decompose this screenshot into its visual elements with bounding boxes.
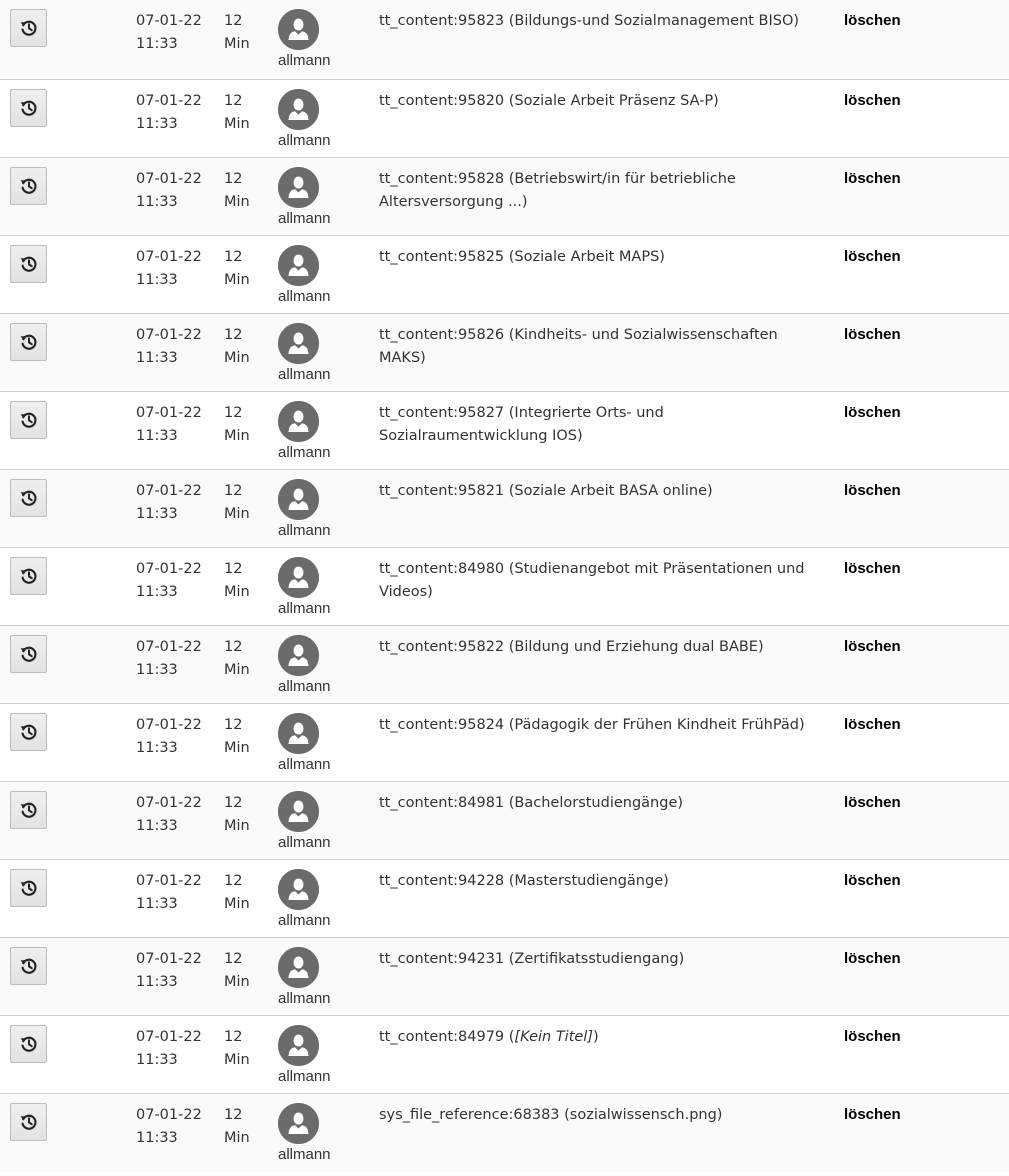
history-icon xyxy=(19,254,39,274)
date-text: 07-01-22 xyxy=(136,795,202,811)
username: allmann xyxy=(278,1146,331,1163)
time-text: 11:33 xyxy=(136,895,178,912)
history-row xyxy=(0,626,1009,704)
user-avatar-icon xyxy=(278,791,319,832)
age-cell xyxy=(224,558,268,603)
time-text: 11:33 xyxy=(136,817,178,834)
record-cell xyxy=(379,948,829,971)
age-cell xyxy=(224,402,268,447)
record-text: tt_content:84981 (Bachelorstudiengänge) xyxy=(379,795,684,811)
record-text: tt_content:95827 (Integrierte Orts- und Sozialraumentwicklung IOS) xyxy=(379,405,664,444)
age-unit: Min xyxy=(224,973,250,990)
history-icon xyxy=(19,18,39,38)
date-text: 07-01-22 xyxy=(136,13,202,29)
date-cell xyxy=(136,402,216,447)
date-text: 07-01-22 xyxy=(136,327,202,343)
age-cell xyxy=(224,480,268,525)
age-unit: Min xyxy=(224,583,250,600)
delete-link[interactable]: löschen xyxy=(844,12,901,29)
delete-link[interactable]: löschen xyxy=(844,482,901,499)
age-unit: Min xyxy=(224,193,250,210)
history-row xyxy=(0,314,1009,392)
record-text: tt_content:95822 (Bildung und Erziehung dual BABE) xyxy=(379,639,764,655)
history-icon xyxy=(19,800,39,820)
date-text: 07-01-22 xyxy=(136,483,202,499)
age-cell xyxy=(224,10,268,55)
user-avatar-icon xyxy=(278,479,319,520)
restore-button[interactable] xyxy=(10,401,47,439)
history-row xyxy=(0,0,1009,80)
record-text: tt_content:95820 (Soziale Arbeit Präsenz SA-P) xyxy=(379,93,719,109)
record-text: tt_content:95821 (Soziale Arbeit BASA online) xyxy=(379,483,713,499)
history-icon xyxy=(19,644,39,664)
age-cell xyxy=(224,636,268,681)
username: allmann xyxy=(278,288,331,305)
date-cell xyxy=(136,714,216,759)
record-text: tt_content:95825 (Soziale Arbeit MAPS) xyxy=(379,249,665,265)
time-text: 11:33 xyxy=(136,193,178,210)
user-avatar-icon xyxy=(278,89,319,130)
time-text: 11:33 xyxy=(136,427,178,444)
user-avatar-icon xyxy=(278,401,319,442)
record-prefix: tt_content:84979 ( xyxy=(379,1029,515,1045)
restore-button[interactable] xyxy=(10,869,47,907)
date-cell xyxy=(136,168,216,213)
history-icon xyxy=(19,332,39,352)
record-text: tt_content:94228 (Masterstudiengänge) xyxy=(379,873,669,889)
age-cell xyxy=(224,792,268,837)
user-cell xyxy=(278,245,358,307)
time-text: 11:33 xyxy=(136,973,178,990)
date-text: 07-01-22 xyxy=(136,639,202,655)
user-avatar-icon xyxy=(278,245,319,286)
age-unit: Min xyxy=(224,115,250,132)
user-cell xyxy=(278,1025,358,1087)
record-cell xyxy=(379,480,829,503)
delete-link[interactable]: löschen xyxy=(844,248,901,265)
username: allmann xyxy=(278,678,331,695)
record-cell xyxy=(379,246,829,269)
date-text: 07-01-22 xyxy=(136,561,202,577)
history-icon xyxy=(19,566,39,586)
date-text: 07-01-22 xyxy=(136,951,202,967)
history-row xyxy=(0,938,1009,1016)
username: allmann xyxy=(278,52,331,69)
user-cell xyxy=(278,947,358,1009)
record-cell xyxy=(379,90,829,113)
date-cell xyxy=(136,792,216,837)
username: allmann xyxy=(278,600,331,617)
user-cell xyxy=(278,791,358,853)
user-cell xyxy=(278,1103,358,1165)
record-cell xyxy=(379,324,829,369)
date-cell xyxy=(136,558,216,603)
record-title-empty: [Kein Titel] xyxy=(514,1029,593,1045)
age-unit: Min xyxy=(224,661,250,678)
date-text: 07-01-22 xyxy=(136,249,202,265)
record-cell xyxy=(379,870,829,893)
history-icon xyxy=(19,1034,39,1054)
username: allmann xyxy=(278,522,331,539)
age-cell xyxy=(224,714,268,759)
history-row xyxy=(0,80,1009,158)
username: allmann xyxy=(278,990,331,1007)
history-icon xyxy=(19,722,39,742)
username: allmann xyxy=(278,132,331,149)
record-suffix: ) xyxy=(593,1029,599,1045)
username: allmann xyxy=(278,366,331,383)
record-cell xyxy=(379,1104,829,1127)
history-icon xyxy=(19,956,39,976)
age-number: 12 xyxy=(224,873,243,889)
username: allmann xyxy=(278,912,331,929)
age-cell xyxy=(224,1104,268,1149)
restore-button[interactable] xyxy=(10,323,47,361)
date-cell xyxy=(136,870,216,915)
delete-link[interactable]: löschen xyxy=(844,404,901,421)
age-unit: Min xyxy=(224,35,250,52)
age-number: 12 xyxy=(224,951,243,967)
date-text: 07-01-22 xyxy=(136,717,202,733)
restore-button[interactable] xyxy=(10,167,47,205)
age-number: 12 xyxy=(224,327,243,343)
username: allmann xyxy=(278,444,331,461)
user-avatar-icon xyxy=(278,167,319,208)
record-cell xyxy=(379,10,829,33)
restore-button[interactable] xyxy=(10,791,47,829)
restore-button[interactable] xyxy=(10,1103,47,1141)
user-avatar-icon xyxy=(278,9,319,50)
record-text: tt_content:95823 (Bildungs-und Sozialmanagement BISO) xyxy=(379,13,800,29)
time-text: 11:33 xyxy=(136,583,178,600)
date-cell xyxy=(136,246,216,291)
record-cell xyxy=(379,714,829,737)
date-cell xyxy=(136,948,216,993)
record-text: tt_content:84980 (Studienangebot mit Präsentationen und Videos) xyxy=(379,561,805,600)
user-cell xyxy=(278,557,358,619)
username: allmann xyxy=(278,210,331,227)
user-avatar-icon xyxy=(278,1103,319,1144)
history-icon xyxy=(19,488,39,508)
history-icon xyxy=(19,1112,39,1132)
history-row xyxy=(0,392,1009,470)
user-avatar-icon xyxy=(278,557,319,598)
age-number: 12 xyxy=(224,171,243,187)
history-row xyxy=(0,704,1009,782)
date-text: 07-01-22 xyxy=(136,873,202,889)
history-icon xyxy=(19,98,39,118)
username: allmann xyxy=(278,834,331,851)
age-number: 12 xyxy=(224,13,243,29)
record-cell xyxy=(379,1026,829,1049)
time-text: 11:33 xyxy=(136,739,178,756)
restore-button[interactable] xyxy=(10,557,47,595)
delete-link[interactable]: löschen xyxy=(844,1106,901,1123)
restore-button[interactable] xyxy=(10,9,47,47)
age-number: 12 xyxy=(224,93,243,109)
user-cell xyxy=(278,401,358,463)
time-text: 11:33 xyxy=(136,271,178,288)
restore-button[interactable] xyxy=(10,947,47,985)
age-number: 12 xyxy=(224,1107,243,1123)
age-unit: Min xyxy=(224,271,250,288)
age-number: 12 xyxy=(224,561,243,577)
history-row xyxy=(0,782,1009,860)
date-cell xyxy=(136,10,216,55)
restore-button[interactable] xyxy=(10,1025,47,1063)
age-unit: Min xyxy=(224,427,250,444)
record-cell xyxy=(379,636,829,659)
history-row xyxy=(0,860,1009,938)
delete-link[interactable]: löschen xyxy=(844,326,901,343)
record-text: tt_content:95824 (Pädagogik der Frühen Kindheit FrühPäd) xyxy=(379,717,805,733)
delete-link[interactable]: löschen xyxy=(844,1028,901,1045)
age-unit: Min xyxy=(224,349,250,366)
age-number: 12 xyxy=(224,639,243,655)
user-cell xyxy=(278,323,358,385)
age-cell xyxy=(224,1026,268,1071)
age-cell xyxy=(224,90,268,135)
delete-link[interactable]: löschen xyxy=(844,92,901,109)
delete-link[interactable]: löschen xyxy=(844,638,901,655)
record-text: tt_content:95828 (Betriebswirt/in für betriebliche Altersversorgung ...) xyxy=(379,171,736,210)
date-text: 07-01-22 xyxy=(136,1107,202,1123)
history-icon xyxy=(19,176,39,196)
age-cell xyxy=(224,870,268,915)
date-cell xyxy=(136,480,216,525)
time-text: 11:33 xyxy=(136,1051,178,1068)
delete-link[interactable]: löschen xyxy=(844,716,901,733)
username: allmann xyxy=(278,1068,331,1085)
history-icon xyxy=(19,878,39,898)
age-unit: Min xyxy=(224,895,250,912)
age-unit: Min xyxy=(224,1129,250,1146)
restore-button[interactable] xyxy=(10,635,47,673)
time-text: 11:33 xyxy=(136,35,178,52)
time-text: 11:33 xyxy=(136,505,178,522)
record-text: sys_file_reference:68383 (sozialwissensch.png) xyxy=(379,1107,723,1123)
age-unit: Min xyxy=(224,739,250,756)
date-cell xyxy=(136,324,216,369)
history-row xyxy=(0,158,1009,236)
user-cell xyxy=(278,869,358,931)
user-avatar-icon xyxy=(278,869,319,910)
user-cell xyxy=(278,89,358,151)
username: allmann xyxy=(278,756,331,773)
age-cell xyxy=(224,246,268,291)
date-cell xyxy=(136,90,216,135)
delete-link[interactable]: löschen xyxy=(844,170,901,187)
user-avatar-icon xyxy=(278,323,319,364)
history-row xyxy=(0,1016,1009,1094)
delete-link[interactable]: löschen xyxy=(844,950,901,967)
restore-button[interactable] xyxy=(10,479,47,517)
user-avatar-icon xyxy=(278,635,319,676)
time-text: 11:33 xyxy=(136,1129,178,1146)
record-text: tt_content:94231 (Zertifikatsstudiengang) xyxy=(379,951,685,967)
age-number: 12 xyxy=(224,1029,243,1045)
user-cell xyxy=(278,167,358,229)
record-cell xyxy=(379,558,829,603)
age-number: 12 xyxy=(224,405,243,421)
age-unit: Min xyxy=(224,817,250,834)
date-text: 07-01-22 xyxy=(136,1029,202,1045)
date-cell xyxy=(136,1026,216,1071)
history-row xyxy=(0,470,1009,548)
age-number: 12 xyxy=(224,249,243,265)
delete-link[interactable]: löschen xyxy=(844,560,901,577)
history-row xyxy=(0,236,1009,314)
time-text: 11:33 xyxy=(136,115,178,132)
date-cell xyxy=(136,636,216,681)
date-cell xyxy=(136,1104,216,1149)
date-text: 07-01-22 xyxy=(136,405,202,421)
user-cell xyxy=(278,9,358,71)
history-icon xyxy=(19,410,39,430)
record-cell xyxy=(379,402,829,447)
user-avatar-icon xyxy=(278,713,319,754)
restore-button[interactable] xyxy=(10,245,47,283)
user-avatar-icon xyxy=(278,1025,319,1066)
age-cell xyxy=(224,948,268,993)
age-unit: Min xyxy=(224,1051,250,1068)
date-text: 07-01-22 xyxy=(136,93,202,109)
time-text: 11:33 xyxy=(136,661,178,678)
restore-button[interactable] xyxy=(10,89,47,127)
user-avatar-icon xyxy=(278,947,319,988)
user-cell xyxy=(278,713,358,775)
record-cell xyxy=(379,168,829,213)
restore-button[interactable] xyxy=(10,713,47,751)
age-number: 12 xyxy=(224,795,243,811)
record-cell xyxy=(379,792,829,815)
age-number: 12 xyxy=(224,483,243,499)
age-cell xyxy=(224,168,268,213)
delete-link[interactable]: löschen xyxy=(844,794,901,811)
history-row xyxy=(0,1094,1009,1172)
age-unit: Min xyxy=(224,505,250,522)
age-number: 12 xyxy=(224,717,243,733)
history-row xyxy=(0,548,1009,626)
user-cell xyxy=(278,479,358,541)
age-cell xyxy=(224,324,268,369)
time-text: 11:33 xyxy=(136,349,178,366)
user-cell xyxy=(278,635,358,697)
delete-link[interactable]: löschen xyxy=(844,872,901,889)
date-text: 07-01-22 xyxy=(136,171,202,187)
record-text: tt_content:95826 (Kindheits- und Sozialwissenschaften MAKS) xyxy=(379,327,778,366)
